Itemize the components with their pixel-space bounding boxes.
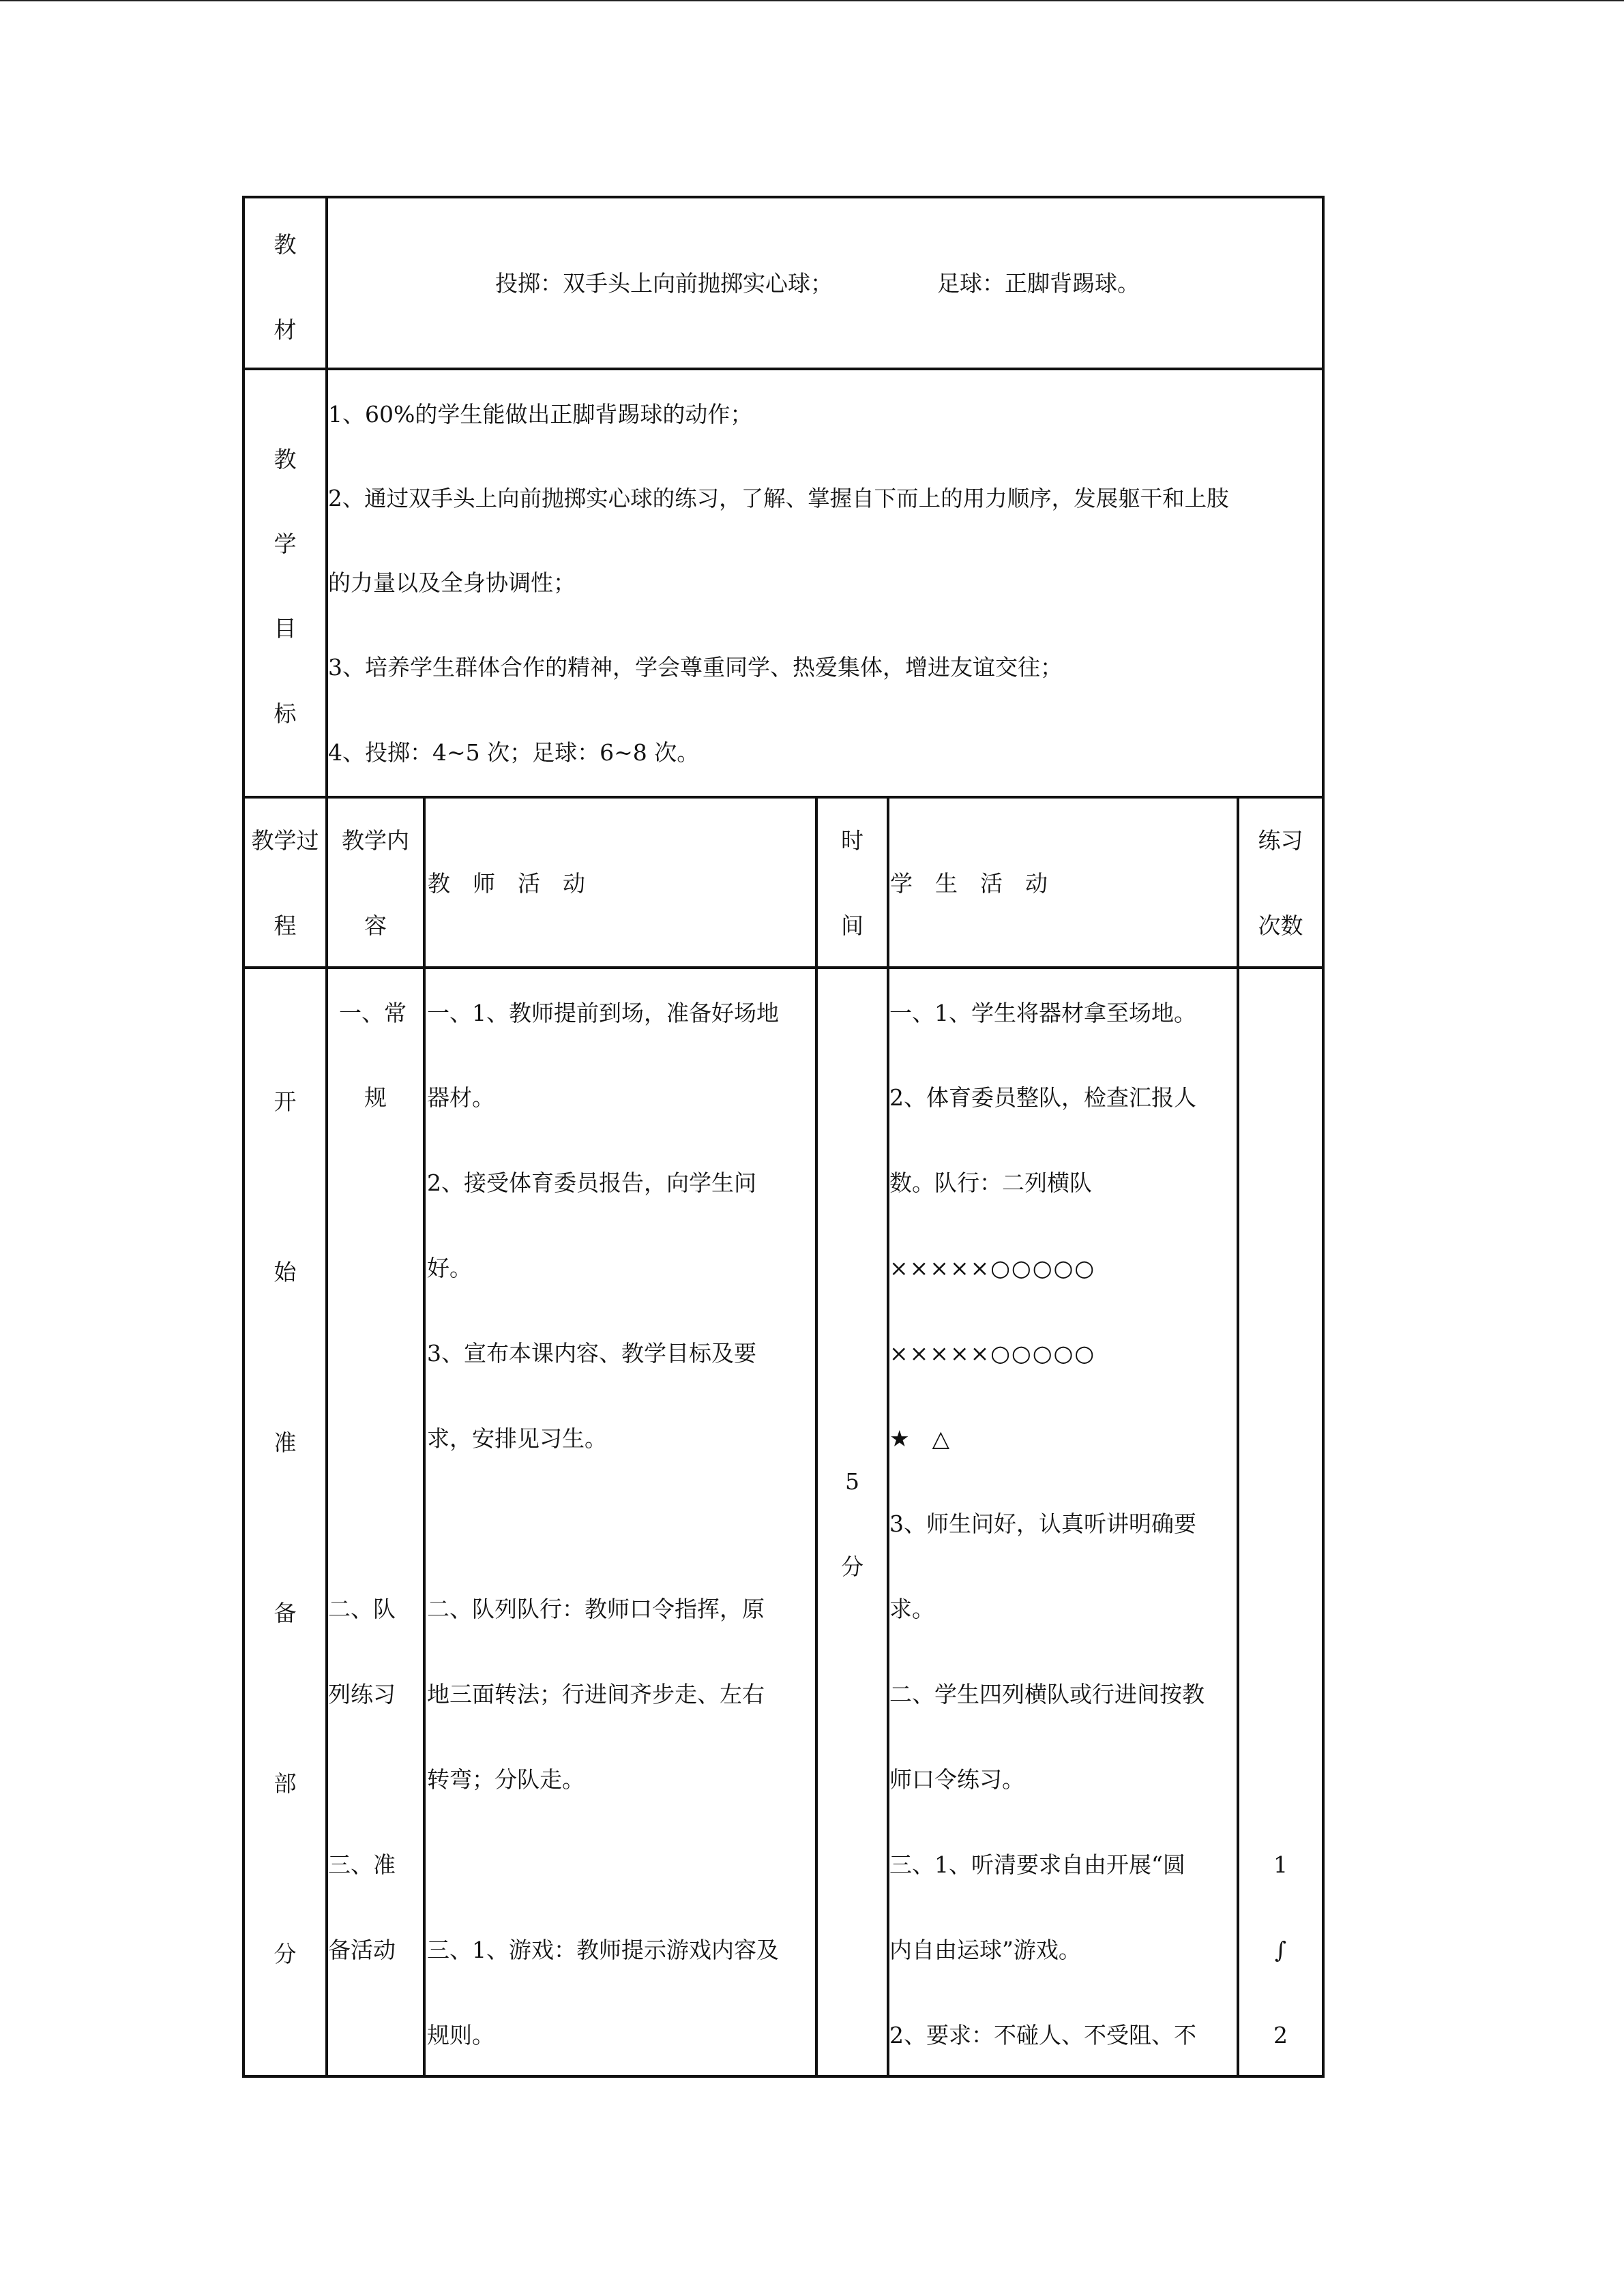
- student-activity-line: 二、学生四列横队或行进间按教: [889, 1681, 1205, 1708]
- material-label-char: 教: [274, 231, 297, 258]
- objective-label-char: 目: [274, 615, 297, 642]
- header-time: 间: [841, 912, 863, 939]
- objective-label-char: 学: [274, 531, 297, 557]
- teacher-activity-line: 3、宣布本课内容、教学目标及要: [427, 1340, 756, 1367]
- objective-line: 4、投掷：4~5 次；足球：6~8 次。: [328, 739, 700, 766]
- content-item: 一、常: [339, 1000, 407, 1026]
- student-activity-line: 内自由运球”游戏。: [889, 1937, 1081, 1963]
- column-divider: [423, 796, 426, 2078]
- teacher-activity-line: 三、1、游戏：教师提示游戏内容及: [427, 1937, 779, 1963]
- content-item: 二、队: [328, 1596, 396, 1622]
- header-content: 教学内: [342, 827, 409, 854]
- reps-value: 2: [1273, 2022, 1288, 2048]
- material-throw-text: 投掷：双手头上向前抛掷实心球；: [495, 270, 833, 297]
- row-divider: [242, 368, 1325, 370]
- student-activity-line: 3、师生问好，认真听讲明确要: [889, 1510, 1196, 1537]
- teacher-activity-line: 地三面转法；行进间齐步走、左右: [427, 1681, 765, 1708]
- time-value: 5: [845, 1468, 859, 1495]
- teacher-activity-line: 求，安排见习生。: [427, 1425, 607, 1452]
- teacher-activity-line: 二、队列队行：教师口令指挥，原: [427, 1596, 765, 1622]
- student-activity-line: 数。队行：二列横队: [889, 1169, 1092, 1196]
- table-top-border: [242, 196, 1325, 198]
- content-item: 备活动: [328, 1937, 396, 1963]
- objective-label-char: 教: [274, 446, 297, 473]
- formation-row: ×××××○○○○○: [889, 1255, 1096, 1281]
- header-teacher-activity: 教 师 活 动: [428, 870, 585, 897]
- teacher-activity-line: 一、1、教师提前到场，准备好场地: [427, 1000, 779, 1026]
- stage-label-char: 准: [274, 1429, 297, 1456]
- content-item: 三、准: [328, 1851, 396, 1878]
- header-content: 容: [364, 912, 387, 939]
- table-left-border: [242, 196, 245, 2078]
- teacher-activity-line: 好。: [427, 1255, 472, 1281]
- content-item: 规: [364, 1084, 387, 1111]
- formation-markers: ★ △: [889, 1425, 949, 1452]
- objective-line: 2、通过双手头上向前抛掷实心球的练习，了解、掌握自下而上的用力顺序，发展躯干和上肢: [328, 486, 1229, 511]
- row-divider: [242, 966, 1325, 969]
- student-activity-line: 一、1、学生将器材拿至场地。: [889, 1000, 1196, 1026]
- objective-line: 的力量以及全身协调性；: [328, 569, 576, 596]
- header-reps: 练习: [1258, 827, 1303, 854]
- stage-label-char: 始: [274, 1259, 297, 1285]
- page-top-border: [0, 0, 1624, 1]
- column-divider: [1237, 796, 1239, 2078]
- teacher-activity-line: 2、接受体育委员报告，向学生问: [427, 1169, 756, 1196]
- header-reps: 次数: [1258, 912, 1303, 939]
- student-activity-line: 求。: [889, 1596, 934, 1622]
- header-student-activity: 学 生 活 动: [890, 870, 1048, 897]
- table-right-border: [1322, 196, 1325, 2078]
- header-time: 时: [841, 827, 863, 854]
- student-activity-line: 师口令练习。: [889, 1766, 1024, 1793]
- column-divider: [325, 196, 328, 2078]
- student-activity-line: 三、1、听清要求自由开展“圆: [889, 1851, 1185, 1878]
- row-divider: [242, 796, 1325, 799]
- student-activity-line: 2、要求：不碰人、不受阻、不: [889, 2022, 1196, 2048]
- reps-range-symbol: ∫: [1274, 1937, 1287, 1963]
- formation-row: ×××××○○○○○: [889, 1340, 1096, 1367]
- stage-label-char: 备: [274, 1600, 297, 1626]
- header-process: 教学过: [251, 827, 319, 854]
- stage-label-char: 开: [274, 1088, 297, 1115]
- table-bottom-border: [242, 2075, 1325, 2078]
- stage-label-char: 部: [274, 1770, 297, 1797]
- student-activity-line: 2、体育委员整队，检查汇报人: [889, 1084, 1196, 1111]
- teacher-activity-line: 规则。: [427, 2022, 494, 2048]
- objective-line: 1、60%的学生能做出正脚背踢球的动作；: [328, 401, 753, 428]
- time-unit: 分: [841, 1553, 863, 1580]
- reps-value: 1: [1273, 1851, 1288, 1878]
- objective-line: 3、培养学生群体合作的精神，学会尊重同学、热爱集体，增进友谊交往；: [328, 654, 1063, 681]
- stage-label-char: 分: [274, 1941, 297, 1967]
- material-label-char: 材: [274, 316, 297, 343]
- header-process: 程: [274, 912, 297, 939]
- teacher-activity-line: 转弯；分队走。: [427, 1766, 585, 1793]
- column-divider: [815, 796, 818, 2078]
- teacher-activity-line: 器材。: [427, 1084, 494, 1111]
- content-item: 列练习: [328, 1681, 396, 1708]
- objective-label-char: 标: [274, 700, 297, 727]
- material-football-text: 足球：正脚背踢球。: [937, 270, 1140, 297]
